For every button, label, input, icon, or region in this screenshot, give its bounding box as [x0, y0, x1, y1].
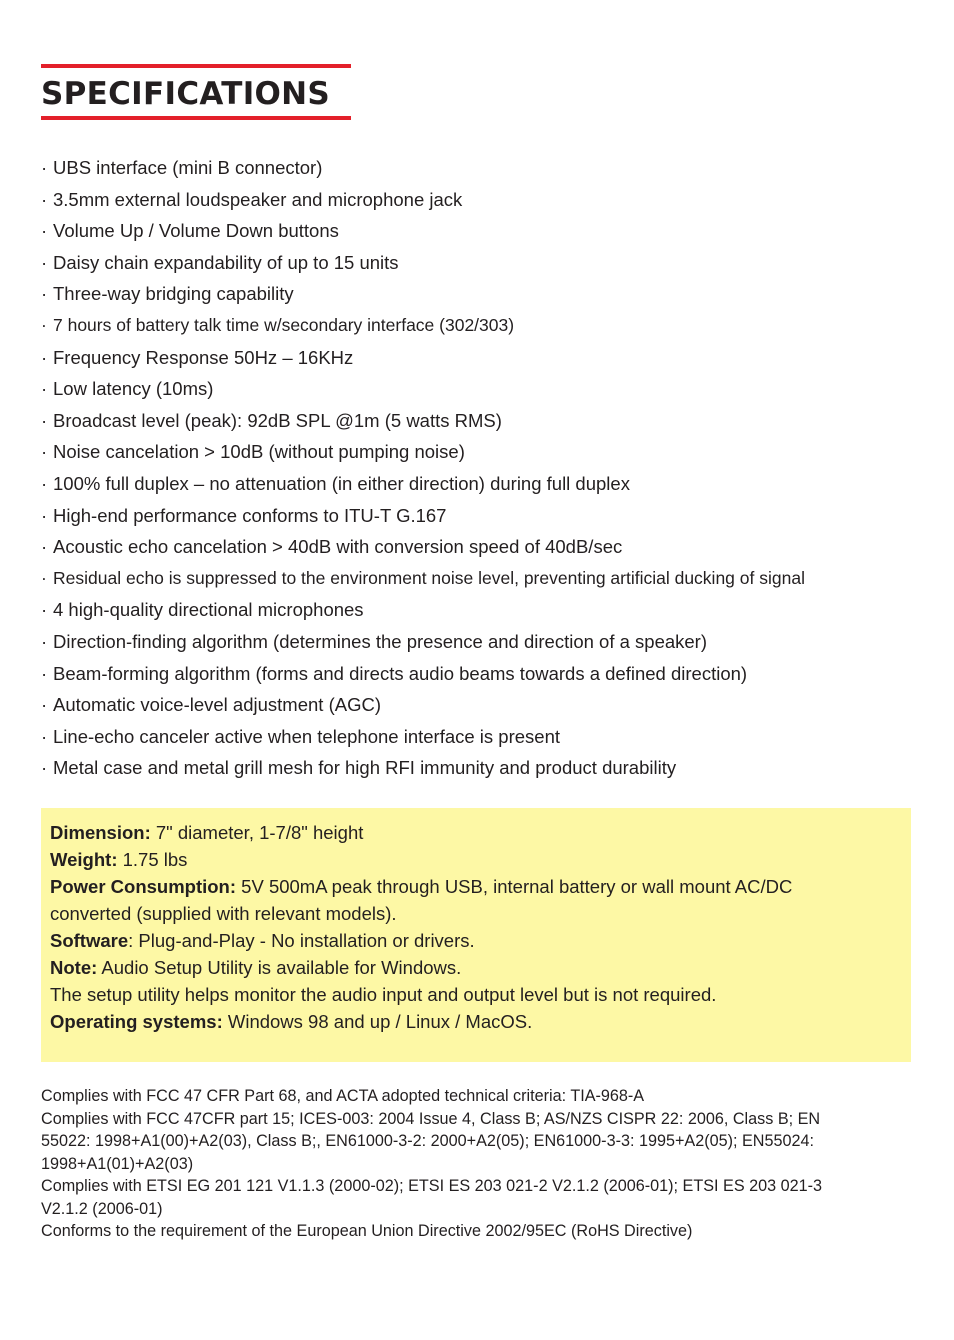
spec-text: 3.5mm external loudspeaker and microphone jack — [53, 188, 463, 210]
spec-item — [41, 658, 921, 690]
power-label: Power Consumption: — [50, 876, 237, 897]
power-line — [50, 873, 902, 900]
spec-item — [41, 594, 921, 626]
compliance-line: V2.1.2 (2006-01) — [41, 1199, 163, 1218]
spec-item — [41, 626, 921, 658]
spec-text: 4 high-quality directional microphones — [53, 599, 364, 621]
spec-item — [41, 247, 921, 279]
software-label: Software — [50, 930, 129, 951]
compliance-line: Complies with FCC 47 CFR Part 68, and ACTA adopted technical criteria: TIA-968-A — [41, 1087, 645, 1105]
bullet: · — [41, 157, 48, 178]
dimension-value: 7" diameter, 1-7/8" height — [150, 822, 364, 843]
compliance-line: 55022: 1998+A1(00)+A2(03), Class B;, EN61000-3-2: 2000+A2(05); EN61000-3-3: 1995+A2(05); EN55024: — [41, 1132, 815, 1150]
spec-text: UBS interface (mini B connector) — [53, 157, 323, 178]
spec-item — [41, 752, 921, 784]
bullet: · — [41, 441, 48, 463]
bullet: · — [41, 220, 48, 242]
spec-item — [41, 342, 921, 374]
spec-item — [41, 278, 921, 310]
os-value: Windows 98 and up / Linux / MacOS. — [222, 1011, 533, 1032]
bullet: · — [41, 283, 48, 305]
bullet: · — [41, 694, 48, 716]
info-box — [41, 808, 911, 1062]
weight-label: Weight: — [50, 849, 118, 870]
bullet: · — [41, 567, 47, 588]
power-value: 5V 500mA peak through USB, internal battery or wall mount AC/DC — [236, 876, 793, 897]
spec-item — [41, 184, 921, 216]
bullet: · — [41, 662, 48, 684]
bullet: · — [41, 251, 48, 273]
spec-item — [41, 563, 921, 595]
compliance-line: Complies with ETSI EG 201 121 V1.1.3 (2000-02); ETSI ES 203 021-2 V2.1.2 (2006-01); ETSI ES 203 021-3 — [41, 1177, 823, 1195]
bullet: · — [41, 599, 48, 621]
dimension-line — [50, 819, 902, 846]
software-value: : Plug-and-Play - No installation or drivers. — [128, 930, 475, 951]
spec-text: Residual echo is suppressed to the environment noise level, preventing artificial ducking of signal — [53, 567, 805, 588]
bullet: · — [41, 757, 48, 779]
spec-text: High-end performance conforms to ITU-T G.167 — [53, 504, 447, 526]
note-extra-line: The setup utility helps monitor the audio input and output level but is not required. — [50, 984, 717, 1005]
bullet: · — [41, 378, 48, 400]
bullet: · — [41, 188, 48, 210]
bullet: · — [41, 472, 48, 494]
spec-item — [41, 468, 921, 500]
spec-item — [41, 531, 921, 563]
page-title: SPECIFICATIONS — [41, 76, 331, 112]
spec-text: Broadcast level (peak): 92dB SPL @1m (5 watts RMS) — [53, 409, 502, 431]
heading-block — [41, 64, 351, 120]
software-line — [50, 927, 902, 954]
compliance-line: 1998+A1(01)+A2(03) — [41, 1154, 194, 1173]
bullet: · — [41, 346, 48, 368]
spec-item — [41, 436, 921, 468]
spec-text: Beam-forming algorithm (forms and directs audio beams towards a defined direction) — [53, 662, 748, 684]
spec-item — [41, 373, 921, 405]
spec-item — [41, 405, 921, 437]
spec-text: Direction-finding algorithm (determines the presence and direction of a speaker) — [53, 630, 708, 652]
bullet: · — [41, 409, 48, 431]
spec-text: 100% full duplex – no attenuation (in either direction) during full duplex — [53, 472, 630, 494]
spec-item — [41, 310, 921, 342]
spec-text: 7 hours of battery talk time w/secondary interface (302/303) — [53, 314, 515, 335]
spec-item — [41, 500, 921, 532]
compliance-line: Conforms to the requirement of the European Union Directive 2002/95EC (RoHS Directive) — [41, 1222, 693, 1240]
spec-item — [41, 689, 921, 721]
spec-item — [41, 721, 921, 753]
note-line — [50, 954, 902, 981]
power-line-continued: converted (supplied with relevant models). — [50, 903, 397, 924]
spec-text: Line-echo canceler active when telephone interface is present — [53, 725, 561, 747]
spec-list — [41, 152, 921, 784]
os-line — [50, 1008, 902, 1035]
spec-text: Volume Up / Volume Down buttons — [53, 220, 339, 242]
spec-text: Low latency (10ms) — [53, 378, 214, 400]
spec-text: Frequency Response 50Hz – 16KHz — [53, 346, 354, 368]
weight-line — [50, 846, 902, 873]
note-value: Audio Setup Utility is available for Windows. — [97, 957, 462, 978]
spec-item — [41, 215, 921, 247]
spec-text: Three-way bridging capability — [53, 283, 294, 305]
compliance-line: Complies with FCC 47CFR part 15; ICES-003: 2004 Issue 4, Class B; AS/NZS CISPR 22: 2006, Class B; EN — [41, 1109, 821, 1128]
bullet: · — [41, 504, 48, 526]
weight-value: 1.75 lbs — [117, 849, 188, 870]
dimension-label: Dimension: — [50, 822, 151, 843]
bullet: · — [41, 725, 48, 747]
note-label: Note: — [50, 957, 98, 978]
spec-text: Noise cancelation > 10dB (without pumping noise) — [53, 441, 465, 463]
compliance-section — [41, 1085, 911, 1243]
os-label: Operating systems: — [50, 1011, 223, 1032]
bullet: · — [41, 314, 47, 335]
spec-text: Automatic voice-level adjustment (AGC) — [53, 694, 381, 716]
spec-text: Acoustic echo cancelation > 40dB with conversion speed of 40dB/sec — [53, 536, 623, 558]
bullet: · — [41, 630, 48, 652]
spec-item — [41, 152, 921, 184]
spec-text: Daisy chain expandability of up to 15 units — [53, 251, 399, 273]
bullet: · — [41, 536, 48, 558]
spec-text: Metal case and metal grill mesh for high RFI immunity and product durability — [53, 757, 677, 779]
